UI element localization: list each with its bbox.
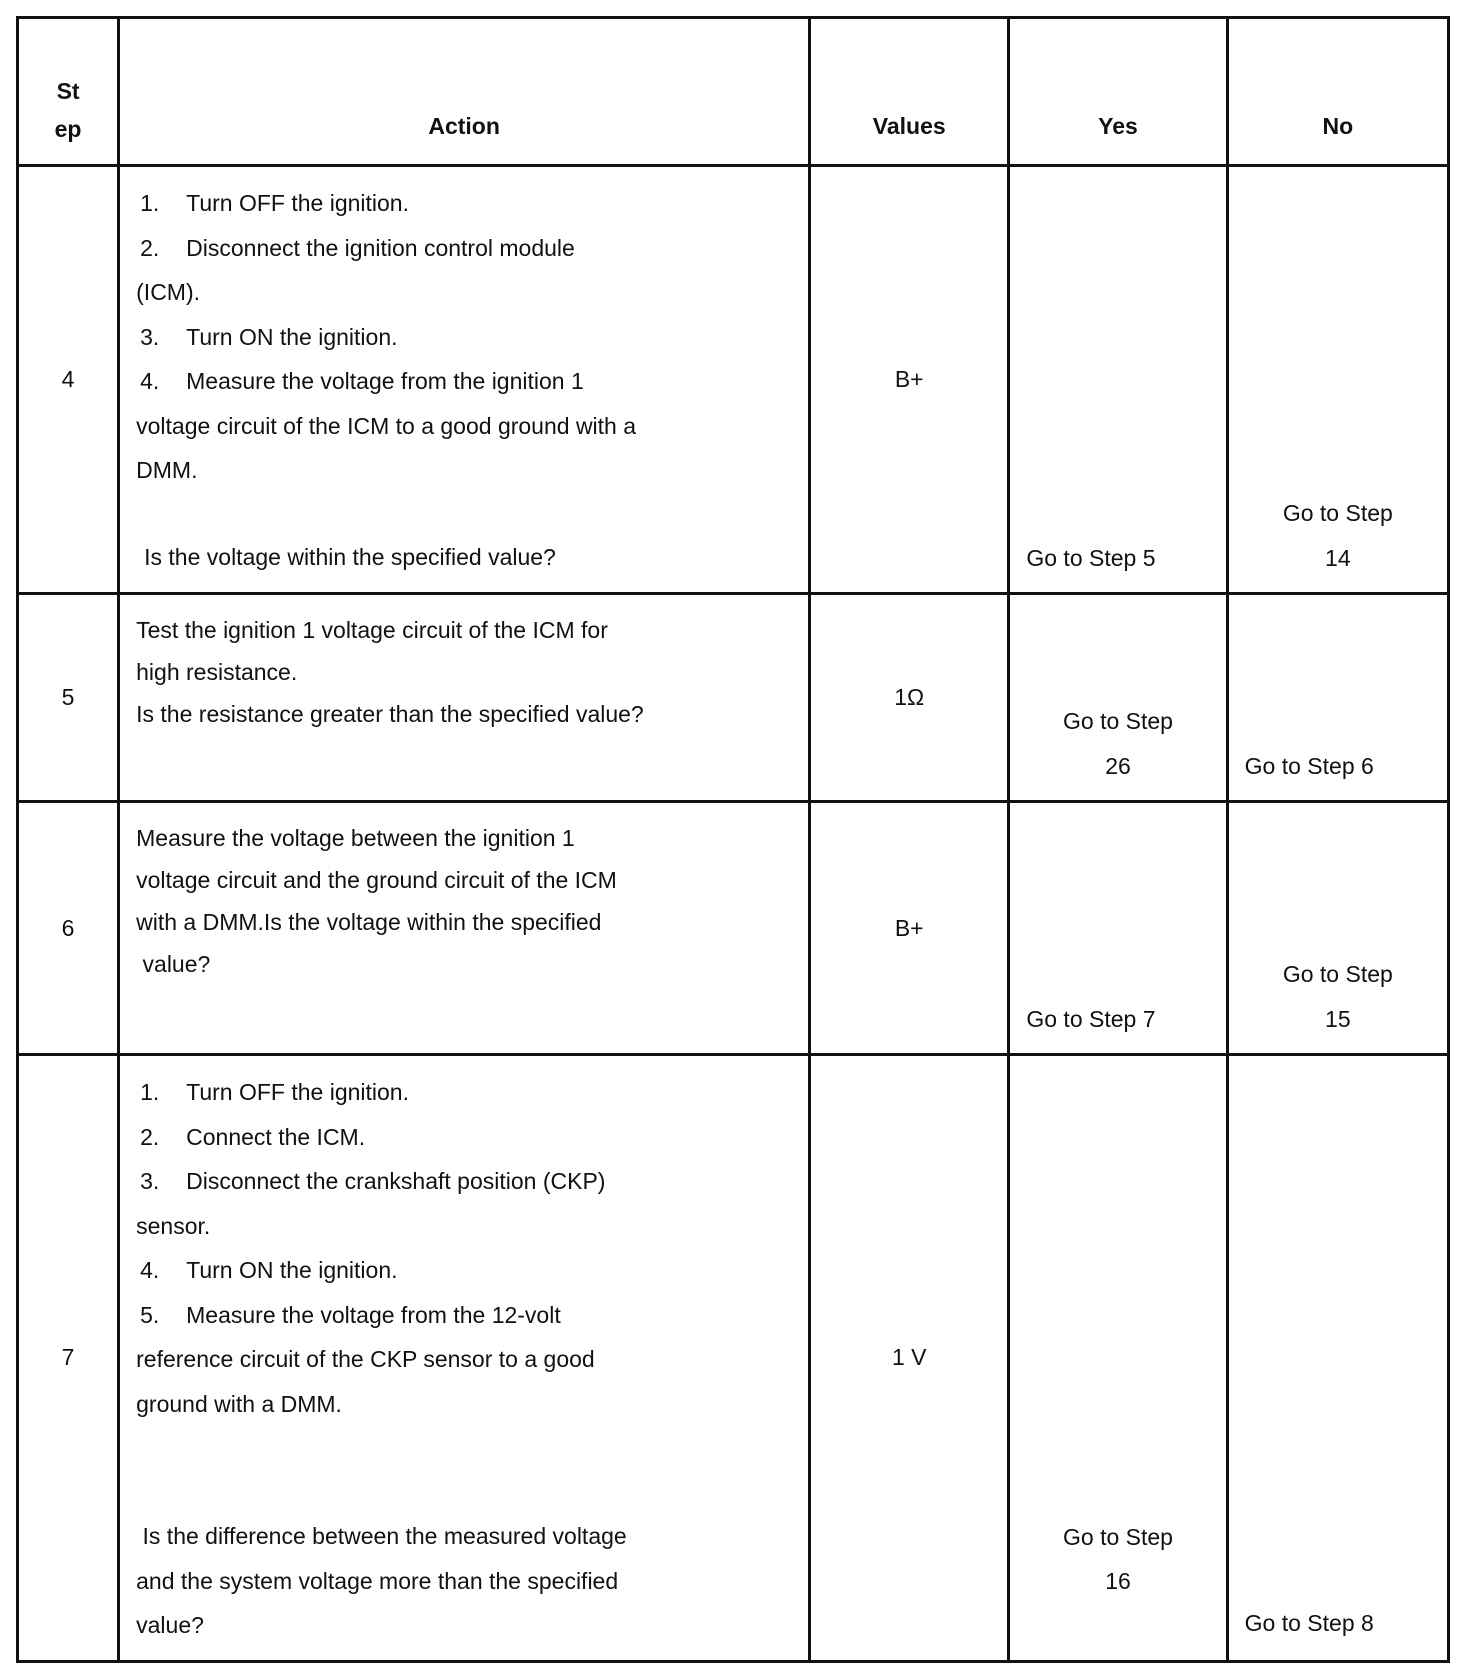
no-cell xyxy=(1227,802,1448,1055)
action-question: Is the difference between the measured voltage xyxy=(136,1523,627,1549)
action-line: voltage circuit of the ICM to a good ground with a xyxy=(136,412,637,439)
action-question: value? xyxy=(136,1612,204,1638)
yes-cell xyxy=(1009,594,1227,802)
action-line: Test the ignition 1 voltage circuit of the ICM for xyxy=(136,617,608,643)
action-line: 4. Turn ON the ignition. xyxy=(140,1257,398,1283)
action-line: 5. Measure the voltage from the 12-volt xyxy=(140,1301,561,1328)
action-line: 2. Connect the ICM. xyxy=(140,1123,366,1150)
action-cell xyxy=(119,166,810,594)
action-line: Is the resistance greater than the specified value? xyxy=(136,701,644,727)
no-goto-line1: Go to Step xyxy=(1282,961,1393,987)
header-step-line1: St xyxy=(56,78,80,104)
step-number: 7 xyxy=(18,1055,119,1662)
header-values: Values xyxy=(810,18,1009,166)
no-goto-line1: Go to Step xyxy=(1282,500,1393,526)
table-header-row xyxy=(18,18,1449,166)
header-no: No xyxy=(1227,18,1448,166)
table-row xyxy=(18,594,1449,802)
yes-goto-line2: 26 xyxy=(1105,752,1131,779)
action-question: and the system voltage more than the specified xyxy=(136,1567,619,1594)
action-line: DMM. xyxy=(136,457,198,483)
yes-cell xyxy=(1009,802,1227,1055)
action-line: ground with a DMM. xyxy=(136,1390,342,1417)
no-goto-line2: 15 xyxy=(1325,1005,1351,1032)
no-goto: Go to Step 6 xyxy=(1244,752,1374,779)
action-line: 1. Turn OFF the ignition. xyxy=(140,1079,409,1105)
action-line: voltage circuit and the ground circuit of the ICM xyxy=(136,867,617,893)
no-cell xyxy=(1227,166,1448,594)
step-number: 5 xyxy=(18,594,119,802)
no-cell xyxy=(1227,1055,1448,1662)
header-step xyxy=(18,18,119,166)
action-cell xyxy=(119,594,810,802)
step-number: 4 xyxy=(18,166,119,594)
value-cell: 1 V xyxy=(810,1055,1009,1662)
yes-cell xyxy=(1009,1055,1227,1662)
value-cell: B+ xyxy=(810,802,1009,1055)
header-yes: Yes xyxy=(1009,18,1227,166)
action-line: Measure the voltage between the ignition 1 xyxy=(136,825,575,851)
no-cell xyxy=(1227,594,1448,802)
yes-cell xyxy=(1009,166,1227,594)
action-question: Is the voltage within the specified value? xyxy=(144,543,556,570)
action-line: with a DMM.Is the voltage within the specified xyxy=(136,909,602,935)
action-line: 3. Turn ON the ignition. xyxy=(140,323,398,350)
step-number: 6 xyxy=(18,802,119,1055)
action-line: 3. Disconnect the crankshaft position (CKP) xyxy=(140,1168,606,1194)
action-line: 4. Measure the voltage from the ignition 1 xyxy=(140,368,584,394)
table-row xyxy=(18,166,1449,594)
action-line: reference circuit of the CKP sensor to a good xyxy=(136,1346,595,1372)
value-cell: 1Ω xyxy=(810,594,1009,802)
action-line: value? xyxy=(136,951,211,977)
yes-goto: Go to Step 5 xyxy=(1026,544,1156,571)
yes-goto-line1: Go to Step xyxy=(1063,708,1173,734)
action-line: 2. Disconnect the ignition control module xyxy=(140,234,575,261)
header-action: Action xyxy=(119,18,810,166)
value-cell: B+ xyxy=(810,166,1009,594)
action-line: sensor. xyxy=(136,1212,211,1239)
table-row xyxy=(18,1055,1449,1662)
action-line: 1. Turn OFF the ignition. xyxy=(140,190,409,216)
header-step-line2: ep xyxy=(54,116,82,142)
table-row xyxy=(18,802,1449,1055)
action-cell xyxy=(119,802,810,1055)
yes-goto: Go to Step 7 xyxy=(1026,1005,1156,1032)
action-line: (ICM). xyxy=(136,279,201,305)
action-cell xyxy=(119,1055,810,1662)
yes-goto-line1: Go to Step xyxy=(1063,1523,1173,1550)
action-line: high resistance. xyxy=(136,659,298,685)
diagnostic-table xyxy=(16,16,1450,1663)
yes-goto-line2: 16 xyxy=(1105,1568,1131,1594)
no-goto-line2: 14 xyxy=(1325,544,1351,571)
no-goto: Go to Step 8 xyxy=(1244,1610,1374,1636)
